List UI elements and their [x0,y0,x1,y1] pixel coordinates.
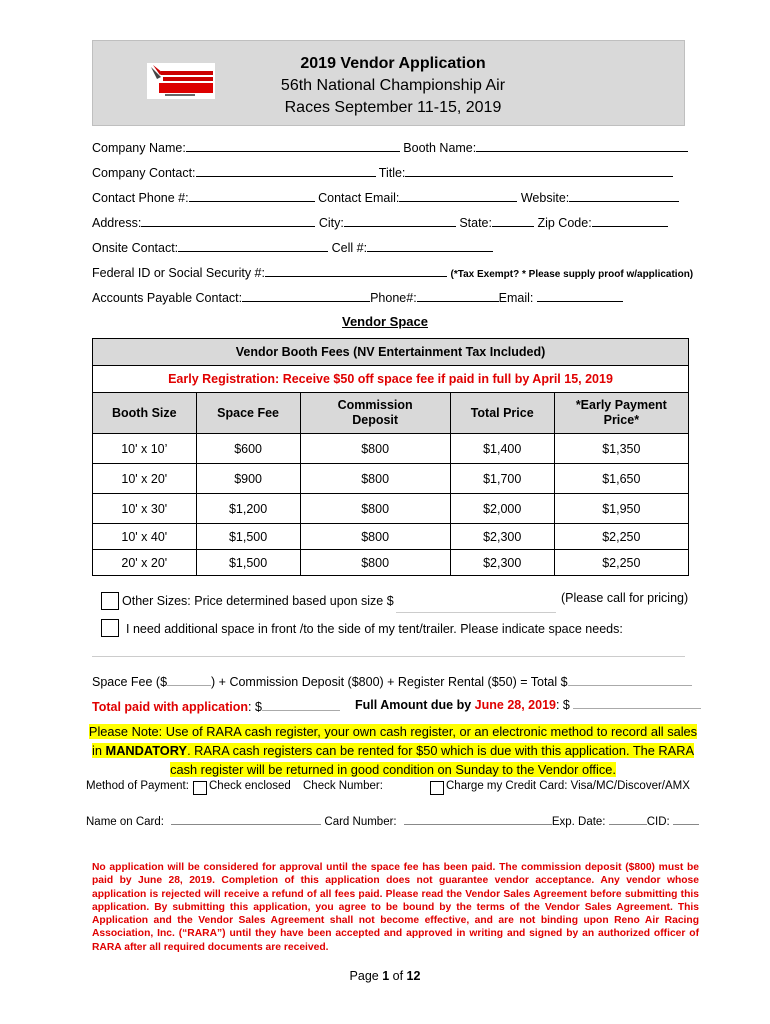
early-registration-text: Early Registration: Receive $50 off space fee if paid in full by April 15, 2019 [93,366,689,393]
table-row [93,464,689,494]
booth-name-label: Booth Name: [403,141,477,155]
cell-space-fee: $1,500 [196,550,300,576]
city-label: City: [318,216,344,230]
phone-line [92,189,679,205]
company-contact-label: Company Contact: [92,166,196,180]
accounts-payable-line [92,289,623,305]
page-total: 12 [406,969,421,983]
cell-commission: $800 [300,524,450,550]
cid-label: CID: [646,816,670,828]
federal-id-line [92,264,693,280]
address-line [92,214,668,230]
federal-id-label: Federal ID or Social Security #: [92,266,265,280]
exp-date-field[interactable] [609,812,647,825]
spacer-cell [450,576,554,590]
page-current: 1 [382,969,390,983]
onsite-contact-label: Onsite Contact: [92,241,179,255]
city-field[interactable] [344,214,456,227]
check-enclosed-label: Check enclosed [209,780,291,792]
cell-space-fee: $900 [196,464,300,494]
state-label: State: [459,216,492,230]
total-field[interactable] [568,673,692,686]
card-details-line [86,812,699,828]
state-field[interactable] [492,214,534,227]
note-line2c: . RARA cash registers can be rented for $50 which is due with this application. The RARA [187,743,694,758]
credit-card-checkbox[interactable] [430,781,444,795]
cell-commission: $800 [300,464,450,494]
address-field[interactable] [141,214,315,227]
col-booth-size: Booth Size [93,393,197,434]
contact-phone-field[interactable] [189,189,315,202]
note-line2a: in [92,743,106,758]
cash-register-note [88,722,698,779]
col-total-price: Total Price [450,393,554,434]
page-of: of [389,969,407,983]
card-number-label: Card Number: [324,816,397,828]
col-space-fee: Space Fee [196,393,300,434]
header-title: 2019 Vendor Application [300,55,486,72]
cell-early: $1,350 [554,434,688,464]
cell-booth-size: 20' x 20' [93,550,197,576]
spacer-cell [300,576,450,590]
credit-card-label: Charge my Credit Card: Visa/MC/Discover/AMX [446,780,690,792]
contact-line [92,164,673,180]
cell-total: $1,400 [450,434,554,464]
cell-space-fee: $1,500 [196,524,300,550]
cell-total: $2,300 [450,550,554,576]
company-line [92,139,688,155]
check-number-label: Check Number: [303,780,383,792]
air-races-logo [147,63,215,99]
cell-space-fee: $1,200 [196,494,300,524]
divider-line [92,656,685,657]
cell-commission: $800 [300,434,450,464]
header-line2: 56th National Championship Air [280,77,506,94]
table-caption: Vendor Booth Fees (NV Entertainment Tax Included) [93,339,689,366]
cell-commission: $800 [300,494,450,524]
table-row [93,494,689,524]
booth-fees-table [92,338,689,589]
table-caption-row [93,339,689,366]
tax-exempt-note: (*Tax Exempt? * Please supply proof w/application) [450,269,694,280]
full-amount-field[interactable] [573,696,701,709]
name-on-card-label: Name on Card: [86,816,164,828]
method-of-payment-label: Method of Payment: [86,780,189,792]
space-fee-line [92,673,692,689]
note-mandatory: MANDATORY [105,743,188,758]
cell-booth-size: 10' x 20' [93,464,197,494]
header-box [92,40,685,126]
full-amount-date: June 28, 2019 [474,698,556,712]
contact-email-label: Contact Email: [318,191,400,205]
contact-email-field[interactable] [399,189,517,202]
ap-phone-label: Phone#: [370,291,417,305]
cell-field[interactable] [367,239,493,252]
call-pricing-text: (Please call for pricing) [561,591,689,605]
cell-early: $1,950 [554,494,688,524]
space-fee-field[interactable] [167,673,211,686]
page-footer [0,969,770,983]
cell-booth-size: 10' x 30' [93,494,197,524]
cell-total: $2,300 [450,524,554,550]
cell-early: $2,250 [554,550,688,576]
cid-field[interactable] [673,812,699,825]
company-name-label: Company Name: [92,141,186,155]
accounts-payable-field[interactable] [242,289,370,302]
vendor-space-title: Vendor Space [342,314,428,329]
onsite-contact-field[interactable] [178,239,328,252]
spacer-cell [93,576,197,590]
zip-label: Zip Code: [537,216,592,230]
additional-space-label: I need additional space in front /to the side of my tent/trailer. Please indicate space needs: [126,622,623,636]
header-line3: Races September 11-15, 2019 [284,99,502,116]
header-title-block [243,53,543,119]
cell-commission: $800 [300,550,450,576]
cell-space-fee: $600 [196,434,300,464]
full-amount-sep: : $ [555,698,570,712]
full-amount-label: Full Amount due by [355,698,475,712]
note-line1: Please Note: Use of RARA cash register, your own cash register, or an electronic method to record all sales [88,724,698,739]
exp-date-label: Exp. Date: [551,816,606,828]
full-amount-line [355,696,701,712]
cell-label: Cell #: [331,241,368,255]
company-contact-field[interactable] [196,164,376,177]
table-row [93,434,689,464]
other-sizes-line [122,594,394,608]
space-fee-formula: ) + Commission Deposit ($800) + Register Rental ($50) = Total $ [211,675,568,689]
cell-booth-size: 10' x 40' [93,524,197,550]
onsite-line [92,239,493,255]
total-paid-line [92,698,340,714]
col-commission-deposit: Commission Deposit [300,393,450,434]
other-sizes-field[interactable] [396,600,556,613]
total-paid-label: Total paid with application [92,700,249,714]
contact-phone-label: Contact Phone #: [92,191,189,205]
page-label: Page [349,969,383,983]
table-header-row [93,393,689,434]
ap-email-label: Email: [498,291,534,305]
cell-early: $2,250 [554,524,688,550]
space-fee-label: Space Fee ($ [92,675,168,689]
spacer-cell [196,576,300,590]
table-spacer-row [93,576,689,590]
federal-id-field[interactable] [265,264,447,277]
cell-early: $1,650 [554,464,688,494]
ap-phone-field[interactable] [417,289,499,302]
note-line3: cash register will be returned in good condition on Sunday to the Vendor office. [170,762,616,777]
additional-space-checkbox[interactable] [101,619,119,637]
col-early-payment: *Early Payment Price* [554,393,688,434]
address-label: Address: [92,216,142,230]
table-row [93,550,689,576]
name-on-card-field[interactable] [171,812,321,825]
title-field[interactable] [405,164,673,177]
ap-email-field[interactable] [537,289,623,302]
cell-total: $2,000 [450,494,554,524]
early-registration-row [93,366,689,393]
company-name-field[interactable] [186,139,400,152]
zip-field[interactable] [592,214,668,227]
other-sizes-checkbox[interactable] [101,592,119,610]
check-enclosed-checkbox[interactable] [193,781,207,795]
other-sizes-label: Other Sizes: Price determined based upon size $ [122,594,394,608]
cell-total: $1,700 [450,464,554,494]
disclaimer-text: No application will be considered for approval until the space fee has been paid. The commission deposit ($800) must be paid by June 28, 2019. Completion of this application does not guarantee vendor acceptance. Any vendor whose application is rejected will receive a refund of all fees paid. Please read the Vendor Sales Agreement before submitting this application. By submitting this application, you agree to be bound by the terms of the Vendor Sales Agreement. This Application and the Vendor Sales Agreement shall not become effective, and are not binding upon Reno Air Racing Association, Inc. (“RARA”) until they have been accepted and approved in writing and signed by an authorized officer of RARA after all required documents are received. [92,862,699,953]
cell-booth-size: 10' x 10’ [93,434,197,464]
booth-name-field[interactable] [476,139,688,152]
title-label: Title: [378,166,406,180]
table-row [93,524,689,550]
website-field[interactable] [569,189,679,202]
total-paid-sep: : $ [248,700,262,714]
accounts-payable-label: Accounts Payable Contact: [92,291,243,305]
website-label: Website: [520,191,570,205]
card-number-field[interactable] [404,812,552,825]
spacer-cell [554,576,688,590]
total-paid-field[interactable] [262,698,340,711]
